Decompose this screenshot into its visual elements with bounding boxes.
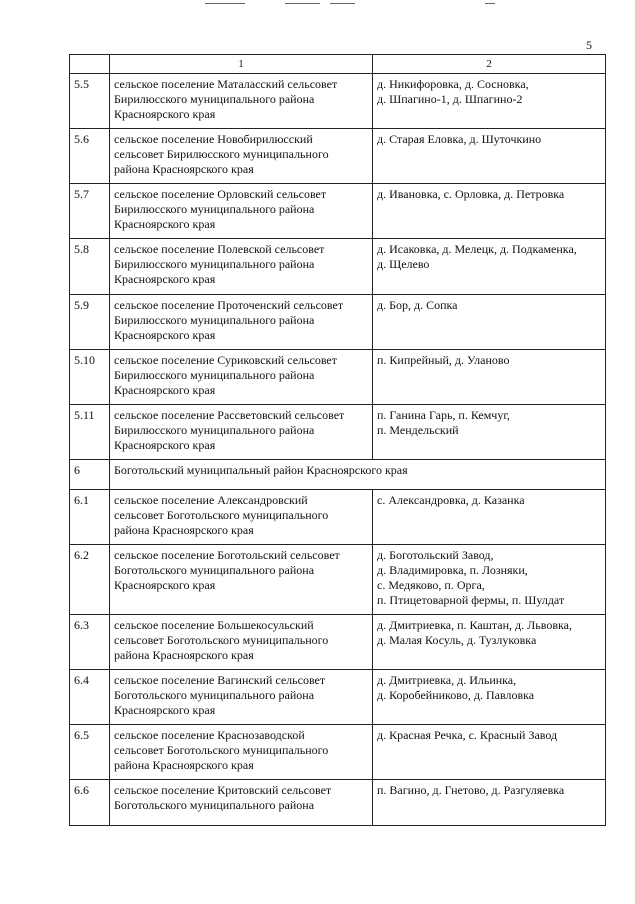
text-line: сельское поселение Маталасский сельсовет (114, 77, 338, 91)
row-number: 5.7 (70, 184, 110, 239)
text-line: Красноярского края (114, 703, 216, 717)
row-number: 6 (70, 460, 110, 490)
row-number: 6.6 (70, 780, 110, 826)
table-row (70, 184, 606, 239)
row-number: 6.4 (70, 670, 110, 725)
text-line: района Красноярского края (114, 162, 254, 176)
text-line: района Красноярского края (114, 523, 254, 537)
text-line: д. Исаковка, д. Мелецк, д. Подкаменка, (377, 242, 577, 256)
text-line: д. Боготольский Завод, (377, 548, 494, 562)
text-line: сельсовет Боготольского муниципального (114, 508, 329, 522)
row-number: 5.9 (70, 295, 110, 350)
settlement-name-cell (110, 239, 373, 295)
text-line: п. Птицетоварной фермы, п. Шулдат (377, 593, 565, 607)
text-line: района Красноярского края (114, 648, 254, 662)
table-row (70, 615, 606, 670)
table-header-row (70, 55, 606, 74)
header-col2: 2 (373, 55, 606, 74)
text-line: Красноярского края (114, 107, 216, 121)
text-line: п. Мендельский (377, 423, 459, 437)
table-row (70, 670, 606, 725)
text-line: д. Никифоровка, д. Сосновка, (377, 77, 529, 91)
text-line: д. Ивановка, с. Орловка, д. Петровка (377, 187, 565, 201)
row-number: 5.11 (70, 405, 110, 460)
row-number: 6.5 (70, 725, 110, 780)
text-line: Красноярского края (114, 272, 216, 286)
text-line: Бирилюсского муниципального района (114, 92, 315, 106)
row-number: 6.3 (70, 615, 110, 670)
settlements-table (69, 54, 606, 826)
settlement-name-cell (110, 615, 373, 670)
table-row (70, 239, 606, 295)
localities-cell (373, 129, 606, 184)
text-line: п. Ганина Гарь, п. Кемчуг, (377, 408, 510, 422)
settlement-name-cell (110, 295, 373, 350)
localities-cell (373, 405, 606, 460)
text-line: Боготольского муниципального района (114, 688, 315, 702)
table-row (70, 405, 606, 460)
localities-cell (373, 615, 606, 670)
settlement-name-cell (110, 670, 373, 725)
settlement-name-cell (110, 184, 373, 239)
row-number: 5.5 (70, 74, 110, 129)
section-row (70, 460, 606, 490)
text-line: сельское поселение Критовский сельсовет (114, 783, 332, 797)
settlement-name-cell (110, 350, 373, 405)
text-line: сельское поселение Рассветовский сельсовет (114, 408, 345, 422)
localities-cell (373, 490, 606, 545)
text-line: сельское поселение Полевской сельсовет (114, 242, 325, 256)
text-line: д. Дмитриевка, д. Ильинка, (377, 673, 517, 687)
text-line: д. Шпагино-1, д. Шпагино-2 (377, 92, 523, 106)
row-number: 6.2 (70, 545, 110, 615)
row-number: 5.6 (70, 129, 110, 184)
scan-top-marks (0, 0, 635, 10)
text-line: п. Вагино, д. Гнетово, д. Разгуляевка (377, 783, 565, 797)
localities-cell (373, 74, 606, 129)
text-line: п. Кипрейный, д. Уланово (377, 353, 510, 367)
text-line: сельское поселение Краснозаводской (114, 728, 305, 742)
text-line: д. Коробейниково, д. Павловка (377, 688, 535, 702)
text-line: Бирилюсского муниципального района (114, 202, 315, 216)
table-row (70, 725, 606, 780)
text-line: Красноярского края (114, 438, 216, 452)
text-line: д. Красная Речка, с. Красный Завод (377, 728, 558, 742)
header-num-cell (70, 55, 110, 74)
table-row (70, 74, 606, 129)
text-line: Красноярского края (114, 328, 216, 342)
section-title: Боготольский муниципальный район Красноярского края (110, 460, 606, 490)
row-number: 5.8 (70, 239, 110, 295)
localities-cell (373, 725, 606, 780)
settlement-name-cell (110, 545, 373, 615)
text-line: д. Владимировка, п. Лозняки, (377, 563, 528, 577)
table-row (70, 350, 606, 405)
text-line: сельское поселение Проточенский сельсовет (114, 298, 344, 312)
localities-cell (373, 239, 606, 295)
settlement-name-cell (110, 725, 373, 780)
row-number: 5.10 (70, 350, 110, 405)
page-number: 5 (586, 38, 592, 52)
text-line: с. Медяково, п. Орга, (377, 578, 485, 592)
table-row (70, 490, 606, 545)
text-line: Красноярского края (114, 578, 216, 592)
settlement-name-cell (110, 405, 373, 460)
text-line: сельское поселение Александровский (114, 493, 308, 507)
text-line: сельское поселение Вагинский сельсовет (114, 673, 326, 687)
localities-cell (373, 184, 606, 239)
settlement-name-cell (110, 129, 373, 184)
localities-cell (373, 670, 606, 725)
text-line: д. Малая Косуль, д. Тузлуковка (377, 633, 537, 647)
text-line: сельское поселение Боготольский сельсовет (114, 548, 340, 562)
text-line: сельское поселение Суриковский сельсовет (114, 353, 337, 367)
table-row (70, 545, 606, 615)
settlement-name-cell (110, 490, 373, 545)
text-line: сельсовет Бирилюсского муниципального (114, 147, 329, 161)
text-line: Боготольского муниципального района (114, 563, 315, 577)
text-line: сельское поселение Большекосульский (114, 618, 314, 632)
text-line: д. Дмитриевка, п. Каштан, д. Львовка, (377, 618, 572, 632)
localities-cell (373, 780, 606, 826)
localities-cell (373, 295, 606, 350)
text-line: д. Старая Еловка, д. Шуточкино (377, 132, 542, 146)
text-line: сельское поселение Орловский сельсовет (114, 187, 327, 201)
text-line: сельсовет Боготольского муниципального (114, 743, 329, 757)
table-row (70, 780, 606, 826)
localities-cell (373, 545, 606, 615)
text-line: Красноярского края (114, 217, 216, 231)
text-line: д. Щелево (377, 257, 430, 271)
text-line: сельсовет Боготольского муниципального (114, 633, 329, 647)
header-col1: 1 (110, 55, 373, 74)
text-line: Бирилюсского муниципального района (114, 257, 315, 271)
text-line: с. Александровка, д. Казанка (377, 493, 525, 507)
localities-cell (373, 350, 606, 405)
text-line: сельское поселение Новобирилюсский (114, 132, 313, 146)
settlement-name-cell (110, 74, 373, 129)
text-line: района Красноярского края (114, 758, 254, 772)
row-number: 6.1 (70, 490, 110, 545)
table-row (70, 129, 606, 184)
text-line: Бирилюсского муниципального района (114, 313, 315, 327)
text-line: д. Бор, д. Сопка (377, 298, 458, 312)
settlement-name-cell (110, 780, 373, 826)
text-line: Бирилюсского муниципального района (114, 423, 315, 437)
text-line: Бирилюсского муниципального района (114, 368, 315, 382)
table-row (70, 295, 606, 350)
text-line: Красноярского края (114, 383, 216, 397)
text-line: Боготольского муниципального района (114, 798, 315, 812)
